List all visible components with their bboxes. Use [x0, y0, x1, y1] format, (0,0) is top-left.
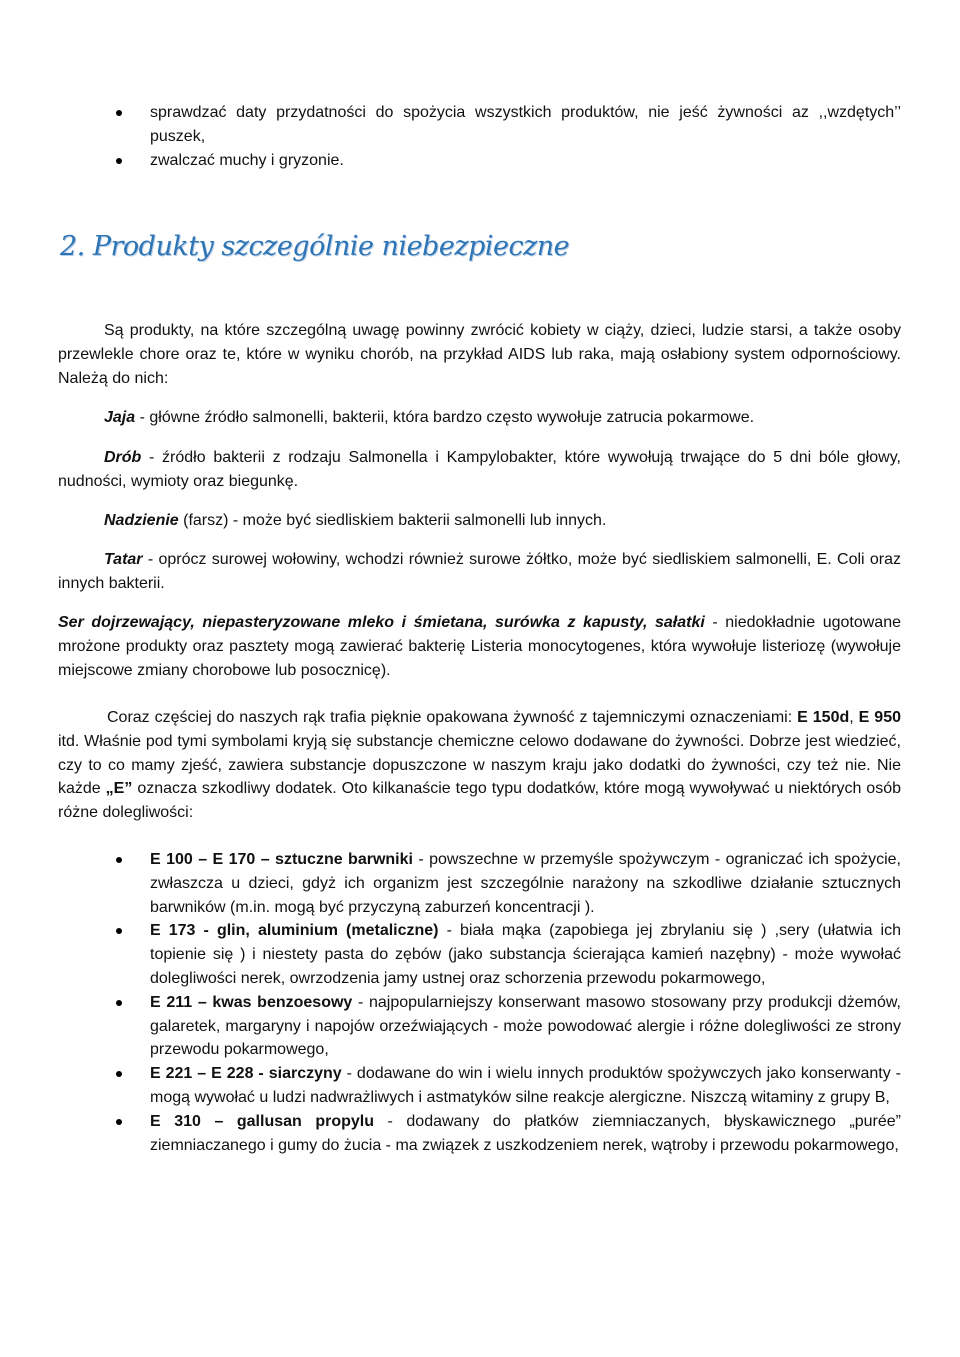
paragraph-text: itd. Właśnie pod tymi symbolami kryją się substancje chemiczne celowo dodawane do żywności. Dobrze jest wiedzieć, czy to co mamy zjeść, zawiera substancje dopuszczone w naszym kraju jako dodatki do żywności, czy też nie. Nie każde	[58, 732, 901, 798]
additive-item	[58, 1062, 901, 1110]
item-label: Tatar	[104, 551, 143, 568]
separator: ,	[849, 709, 859, 726]
paragraph-text: oznacza szkodliwy dodatek. Oto kilkanaście tego typu dodatków, które mogą wywoływać u niektórych osób różne dolegliwości:	[58, 780, 902, 822]
bullet-icon	[116, 110, 122, 116]
e-code: E 150d	[797, 709, 850, 726]
additive-item	[58, 991, 901, 1062]
item-text: - oprócz surowej wołowiny, wchodzi również surowe żółtko, może być siedliskiem salmonelli, E. Coli oraz innych bakterii.	[58, 551, 901, 592]
paragraph-text: Coraz częściej do naszych rąk trafia pięknie opakowana żywność z tajemniczymi oznaczeniami:	[107, 709, 798, 726]
bullet-icon	[116, 928, 122, 934]
additive-item	[58, 848, 901, 919]
item-label: Jaja	[104, 409, 136, 426]
list-item-text: sprawdzać daty przydatności do spożycia wszystkich produktów, nie jeść żywności az ,,wzdętych’’ puszek,	[150, 104, 901, 145]
item-jaja	[58, 406, 901, 430]
additive-code: E 310 – gallusan propylu	[150, 1112, 374, 1130]
item-label: Drób	[104, 449, 142, 466]
list-item-text: zwalczać muchy i gryzonie.	[150, 151, 344, 169]
additives-intro-paragraph	[58, 706, 901, 825]
bullet-icon	[116, 857, 122, 863]
e-quote: „E”	[105, 780, 133, 798]
hygiene-bullet-list	[58, 101, 901, 172]
bullet-icon	[116, 1119, 122, 1125]
additive-text: - dodawane do win i wielu innych produktów spożywczych jako konserwanty - mogą wywołać u ludzi nadwrażliwych i astmatyków silne reakcje alergiczne. Niszczą witaminy z grupy B,	[150, 1065, 902, 1106]
item-text: - niedokładnie ugotowane mrożone produkty oraz pasztety mogą zawierać bakterię Listeria monocytogenes, która wywołuje listeriozę (wywołuje miejscowe zmiany chorobowe lub posocznicę).	[58, 614, 901, 679]
item-text: - źródło bakterii z rodzaju Salmonella i Kampylobakter, które wywołują trwające do 5 dni bóle głowy, nudności, wymioty oraz biegunkę.	[58, 449, 901, 490]
item-ser	[58, 611, 901, 682]
additive-text: - powszechne w przemyśle spożywczym - ograniczać ich spożycie, zwłaszcza u dzieci, gdyż ich organizm jest szczególnie narażony na szkodliwe działanie sztucznych barwników (m.in. mogą być przyczyną zaburzeń koncentracji ).	[150, 851, 901, 916]
additive-item	[58, 1110, 901, 1158]
list-item	[58, 101, 901, 149]
additive-code: E 211 – kwas benzoesowy	[150, 993, 353, 1011]
item-label: Nadzienie	[104, 512, 179, 529]
additive-text: - najpopularniejszy konserwant masowo stosowany przy produkcji dżemów, galaretek, margaryny i napojów orzeźwiających - może powodować alergie i różne dolegliwości ze strony przewodu pokarmowego,	[150, 993, 902, 1059]
section-heading: 2. Produkty szczególnie niebezpieczne	[60, 231, 570, 262]
item-text: (farsz) - może być siedliskiem bakterii salmonelli lub innych.	[178, 512, 607, 529]
additive-code: E 221 – E 228 - siarczyny	[150, 1065, 342, 1083]
item-text: - główne źródło salmonelli, bakterii, która bardzo często wywołuje zatrucia pokarmowe.	[135, 409, 755, 426]
additive-code: E 173 - glin, aluminium (metaliczne)	[150, 922, 439, 940]
bullet-icon	[116, 1071, 122, 1077]
bullet-icon	[116, 158, 122, 164]
e-code: E 950	[858, 709, 902, 726]
additive-item	[58, 919, 901, 990]
additive-text: - dodawany do płatków ziemniaczanych, błyskawicznego „purée” ziemniaczanego i gumy do żucia - ma związek z uszkodzeniem nerek, wątroby i przewodu pokarmowego,	[150, 1112, 901, 1154]
additive-code: E 100 – E 170 – sztuczne barwniki	[150, 851, 413, 868]
item-drob	[58, 446, 901, 494]
item-tatar	[58, 548, 901, 596]
list-item	[58, 149, 901, 173]
bullet-icon	[116, 1000, 122, 1006]
item-nadzienie	[58, 509, 901, 533]
intro-paragraph: Są produkty, na które szczególną uwagę powinny zwrócić kobiety w ciąży, dzieci, ludzie starsi, a także osoby przewlekle chore oraz te, które w wyniku chorób, na przykład AIDS lub raka, mają osłabiony system odpornościowy. Należą do nich:	[58, 322, 901, 387]
item-label: Ser dojrzewający, niepasteryzowane mleko i śmietana, surówka z kapusty, sałatki	[58, 614, 705, 631]
additive-text: - biała mąka (zapobiega jej zbrylaniu się ) ,sery (ułatwia ich topienie się ) i niestety pasta do zębów (jako substancja ścierająca kamień nazębny) - może wywołać dolegliwości nerek, owrzodzenia jamy ustnej oraz schorzenia przewodu pokarmowego,	[150, 922, 902, 987]
additives-bullet-list	[58, 848, 901, 1157]
